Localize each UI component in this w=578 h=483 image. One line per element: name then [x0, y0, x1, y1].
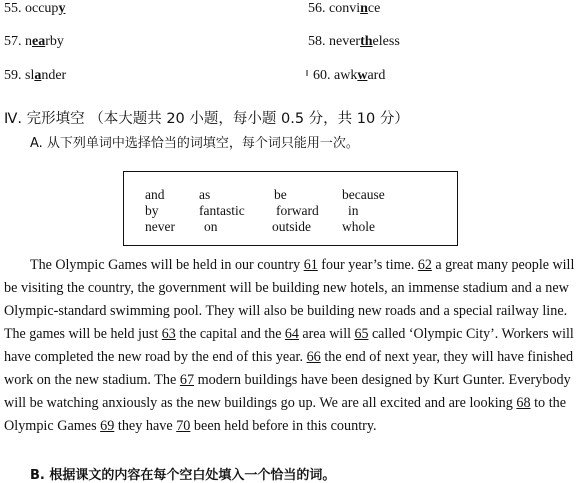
passage-line: The Olympic Games will be held in our country 61 four year’s time. 62 a great many people will	[30, 257, 575, 273]
word-option: by	[145, 203, 159, 218]
scan-mark	[306, 70, 308, 76]
blank-64: 64	[284, 326, 299, 342]
passage-line: work on the new stadium. The 67 modern buildings have been designed by Kurt Gunter. Everybody	[4, 372, 571, 388]
vocab-item-55: 55. occupy	[4, 1, 66, 16]
section-b-instruction: B. 根据课文的内容在每个空白处填入一个恰当的词。	[30, 468, 336, 483]
word-option: fantastic	[199, 203, 245, 218]
passage-line: will be watching anxiously as the new buildings go up. We are all excited and are looking 68 to the	[4, 395, 567, 411]
vocab-item-56: 56. convince	[308, 1, 381, 16]
word-option: forward	[276, 203, 319, 218]
blank-65: 65	[354, 326, 369, 342]
vocab-item-60: 60. awkward	[313, 68, 386, 83]
blank-66: 66	[306, 349, 321, 365]
blank-69: 69	[100, 418, 115, 434]
blank-67: 67	[179, 372, 195, 388]
word-option: be	[274, 187, 287, 202]
section-a-instruction: A. 从下列单词中选择恰当的词填空，每个词只能用一次。	[30, 136, 359, 151]
word-option: and	[145, 187, 165, 202]
vocab-item-57: 57. nearby	[4, 34, 64, 49]
word-option: in	[348, 203, 359, 218]
blank-70: 70	[176, 418, 191, 434]
word-option: never	[145, 219, 175, 234]
passage-line: be visiting the country, the government will be building new hotels, an immense stadium and a new	[4, 280, 569, 296]
vocab-item-58: 58. nevertheless	[308, 34, 400, 49]
blank-61: 61	[303, 257, 318, 273]
blank-63: 63	[161, 326, 176, 342]
word-option: whole	[342, 219, 375, 234]
section-title: Ⅳ. 完形填空 （本大题共 20 小题，每小题 0.5 分，共 10 分）	[4, 111, 409, 127]
word-option: outside	[272, 219, 311, 234]
passage-line: Olympic Games 69 they have 70 been held before in this country.	[4, 418, 377, 434]
word-box	[123, 171, 458, 246]
passage-line: The games will be held just 63 the capital and the 64 area will 65 called ‘Olympic City’. Workers will	[4, 326, 574, 342]
blank-62: 62	[417, 257, 432, 273]
blank-68: 68	[516, 395, 531, 411]
vocab-item-59: 59. slander	[4, 68, 67, 83]
word-option: because	[342, 187, 385, 202]
passage-line: have completed the new road by the end of this year. 66 the end of next year, they will have finished	[4, 349, 574, 365]
passage-line: Olympic-standard swimming pool. They will also be building new roads and a special railway line.	[4, 303, 568, 319]
word-option: as	[199, 187, 211, 202]
word-option: on	[204, 219, 218, 234]
